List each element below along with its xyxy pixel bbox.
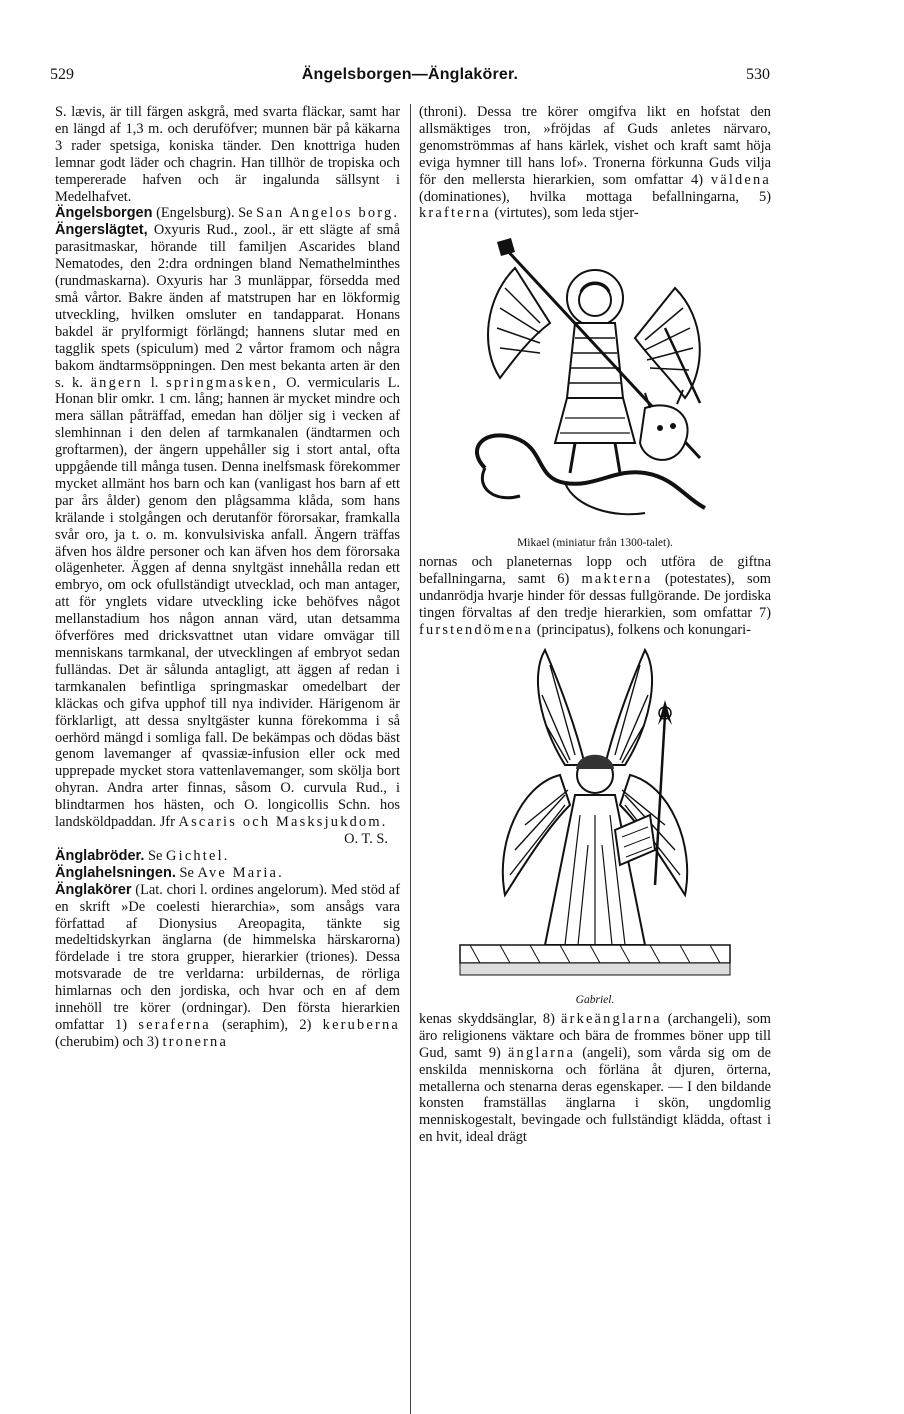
cross-reference: San Angelos borg. <box>256 205 400 222</box>
entry-anglakorer-cont-1: (throni). Dessa tre körer omgifva likt en hofstat den allsmäktiges tron, »fröjdas af Guds anletes närvaro, genomströmmas af hans kärlek, vishet och kraft samt höja eviga hymner till hans lof». Tronerna förkunna Guds vilja för den mellersta hierarkien, som omfattar 4) väldena (dominationes), hvilka mottaga befallningarna, 5) krafterna (virtutes), som leda stjer- <box>419 104 771 222</box>
figure-caption: Mikael (miniatur från 1300-talet). <box>517 537 673 550</box>
headword: Ängelsborgen <box>55 205 153 222</box>
cross-reference: Ave Maria. <box>197 864 284 881</box>
entry-anglahelsningen: Änglahelsningen. Se Ave Maria. <box>55 864 284 881</box>
entry-angerslagtet: Ängerslägtet, Oxyuris Rud., zool., är ett slägte af små parasitmaskar, hörande till familjen Ascarides bland Nematodes, den 2:dra ordningen bland Nemathelminthes (rundmaskarna). Oxyuris har 3 munläppar, försedda med små vårtor. Bakre änden af matstrupen har en lökformig utveckling, hvilken omsluter en tandapparat. Honans bakdel är prylformigt förlängd; hannens slutar med en tagglik spets (spiculum) med 2 vårtor framom och några bakom ändtarmsöppningen. Den mest bekanta arten är den s. k. ängern l. springmasken, O. vermicularis L. Honan blir omkr. 1 cm. lång; hannen är mycket mindre och mera sällan påträffad, emedan han döljer sig i vecken af slemhinnan i den delen af tarmkanalen (ändtarmen och groftarmen), der ängern uppehåller sig i stort antal, ofta uppgående till många tusen. Denna inelfsmask förekommer mycket allmänt hos barn och kan (vanligast hos barn af ett par års ålder) genom den plågsamma klåda, som hans krälande i stolgången och derutanför förorsakar, framkalla svår oro, ja t. o. m. konvulsiviska anfall. Ängern träffas äfven hos äldre personer och kan äfven hos dem förorsaka olägenheter. Äggen af denna snyltgäst innehålla redan ett embryo, om ock ofullständigt utvecklad, och man antager, att för ynglets vidare utveckling icke behöfves något mellanstadium hos någon annan värd, utan detsamma öfverföres med dricksvattnet utan vidare omvägar till menniskans tarmkanal, der utvecklingen af embryot sedan fulländas. Det är sålunda antagligt, att äggen af redan i tarmkanalen befintliga springmaskar omedelbart der kläckas och gifva upphof till nya individer. Härigenom är förklarligt, att dessa snyltgäster kunna förekomma i så oerhörd mängd i somliga fall. De bekämpas och dödas bäst genom lavemanger af qvassiæ-infusion eller ock med upprepade mycket stora vattenlavemanger, som skölja bort ohyran. Andra arter finnas, såsom O. curvula Rud., i blindtarmen hos hästen, och O. longicollis Schn. hos landsköldpaddan. Jfr Ascaris och Masksjukdom. O. T. S. <box>55 222 400 847</box>
figure-mikael <box>419 228 771 550</box>
cross-reference: Ascaris och Masksjukdom. <box>178 814 388 831</box>
figure-caption: Gabriel. <box>575 993 615 1006</box>
page-header <box>50 66 770 92</box>
figure-gabriel <box>419 645 771 1007</box>
headword: Ängerslägtet, <box>55 222 148 239</box>
author-signature: O. T. S. <box>344 830 388 847</box>
mikael-illustration <box>445 228 745 534</box>
headword: Änglabröder. <box>55 847 145 864</box>
headword: Änglahelsningen. <box>55 864 176 881</box>
gabriel-illustration <box>450 645 740 991</box>
cross-reference: Gichtel. <box>166 847 230 864</box>
entry-anglakorer-cont-3: kenas skyddsänglar, 8) ärkeänglarna (archangeli), som äro religionens väktare och bära de frommes böner upp till Gud, samt 9) änglarna (angeli), som vårda sig om de enskilda menniskorna och förläna åt djuren, örterna, metallerna och stenarna deras egenskaper. — I den bildande konsten framställas änglarna i skön, ungdomlig menniskogestalt, bevingade och fullständigt klädda, oftast i en hvit, ideal drägt <box>419 1010 771 1146</box>
entry-anglakorer-cont-2: nornas och planeternas lopp och utföra de giftna befallningarna, samt 6) makterna (potestates), som undanrödja hvarje hinder för dessas fullgörande. De jordiska tingen förvaltas af den tredje hierarkien, som omfattar 7) furstendömena (principatus), folkens och konungari- <box>419 554 771 638</box>
entry-anglabroder: Änglabröder. Se Gichtel. <box>55 847 230 864</box>
entry-continuation: S. lævis, är till färgen askgrå, med svarta fläckar, samt har en längd af 1,3 m. och deruföfver; munnen bär på käkarna 3 rader spetsiga, koniska tänder. Den knottriga huden lemnar godt läder och chagrin. Han tillhör de tropiska och tempererade hafven och är ingalunda sällsynt i Medelhafvet. <box>55 104 400 205</box>
entry-angelsborgen: Ängelsborgen (Engelsburg). Se San Angelos borg. <box>55 205 400 222</box>
column-divider <box>410 104 411 1414</box>
page-number-right: 530 <box>746 66 770 83</box>
headword: Änglakörer <box>55 881 132 898</box>
left-column <box>55 104 400 1051</box>
right-column <box>419 104 771 1146</box>
page-number-left: 529 <box>50 66 74 83</box>
running-title: Ängelsborgen—Änglakörer. <box>301 66 519 83</box>
entry-anglakorer: Änglakörer (Lat. chori l. ordines angelorum). Med stöd af en skrift »De coelesti hierarchia», som ansågs vara författad af Dionysius Areopagita, tänkte sig medeltidskyrkan änglarna (de himmelska härskarorna) fördelade i tre stora grupper, hierarkier (triones). Dessa motsvarade de tre verldarna: urbildernas, de rörliga himlarnas och den jordiska, och hvar och en af dem innehöll tre körer (ordningar). Den första hierarkien omfattar 1) seraferna (seraphim), 2) keruberna (cherubim) och 3) tronerna <box>55 881 400 1050</box>
